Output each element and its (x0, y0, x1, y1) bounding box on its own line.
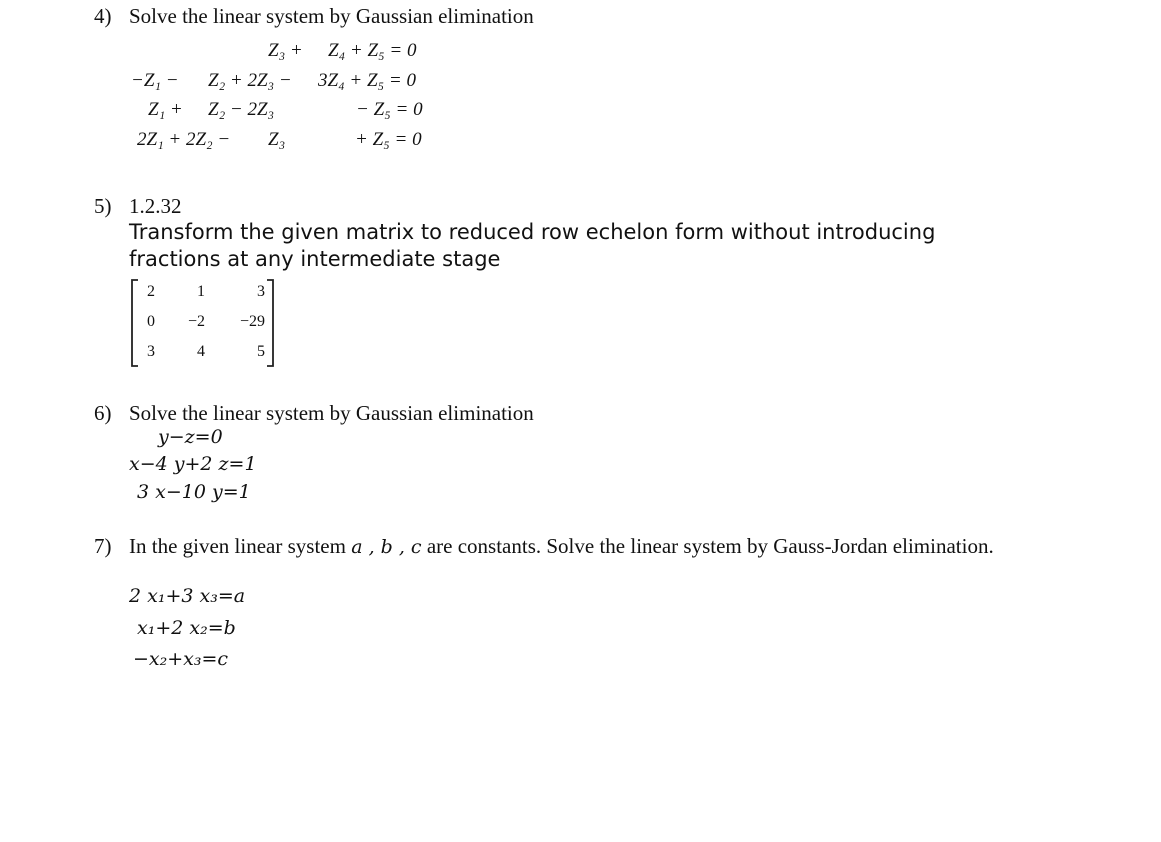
matrix-cell: 0 (147, 313, 155, 330)
matrix-cell: −29 (239, 313, 265, 330)
equation: −x₂+x₃=c (133, 648, 229, 670)
equation-term: 3Z₄ + Z₅ = 0 (318, 70, 416, 91)
matrix-cell: 4 (197, 343, 205, 360)
equation-term: + Z₅ = 0 (355, 129, 422, 150)
equation: y−z=0 (158, 426, 223, 448)
equation-term: Z₃ + (268, 40, 303, 61)
problem-text (129, 534, 994, 559)
problem-number: 4) (94, 4, 112, 28)
problem-number: 7) (94, 534, 112, 558)
equation-term: Z₂ + 2Z₃ − (208, 70, 292, 91)
problem-number: 6) (94, 401, 112, 425)
equation: x₁+2 x₂=b (137, 617, 236, 639)
equation-term: Z₄ + Z₅ = 0 (328, 40, 417, 61)
problem-text: Solve the linear system by Gaussian elimination (129, 401, 534, 425)
equation-term: −Z₁ − (131, 70, 179, 91)
equation-term: Z₃ (268, 129, 286, 150)
matrix-cell: −2 (187, 313, 205, 330)
equation: 2 x₁+3 x₃=a (129, 585, 246, 607)
matrix-cell: 1 (197, 283, 205, 300)
equation-term: Z₂ − 2Z₃ (208, 99, 275, 120)
problem-text: Solve the linear system by Gaussian elimination (129, 4, 534, 28)
matrix-cell: 5 (257, 343, 265, 360)
problem-text-before: In the given linear system (129, 534, 346, 558)
equation: x−4 y+2 z=1 (129, 453, 257, 475)
equation: 3 x−10 y=1 (137, 481, 251, 503)
problem-reference: 1.2.32 (129, 194, 182, 218)
problem-text: Transform the given matrix to reduced row echelon form without introducing (129, 220, 936, 244)
problem-text-after: are constants. Solve the linear system by Gauss-Jordan elimination. (426, 534, 994, 558)
matrix-cell: 3 (147, 343, 155, 360)
matrix-cell: 2 (147, 283, 155, 300)
problem-text: fractions at any intermediate stage (129, 247, 501, 271)
matrix-cell: 3 (257, 283, 265, 300)
problem-number: 5) (94, 194, 112, 218)
equation-term: Z₁ + (148, 99, 183, 120)
equation-term: 2Z₁ + 2Z₂ − (137, 129, 231, 150)
equation-term: − Z₅ = 0 (356, 99, 423, 120)
constants: a , b , c (351, 536, 422, 558)
